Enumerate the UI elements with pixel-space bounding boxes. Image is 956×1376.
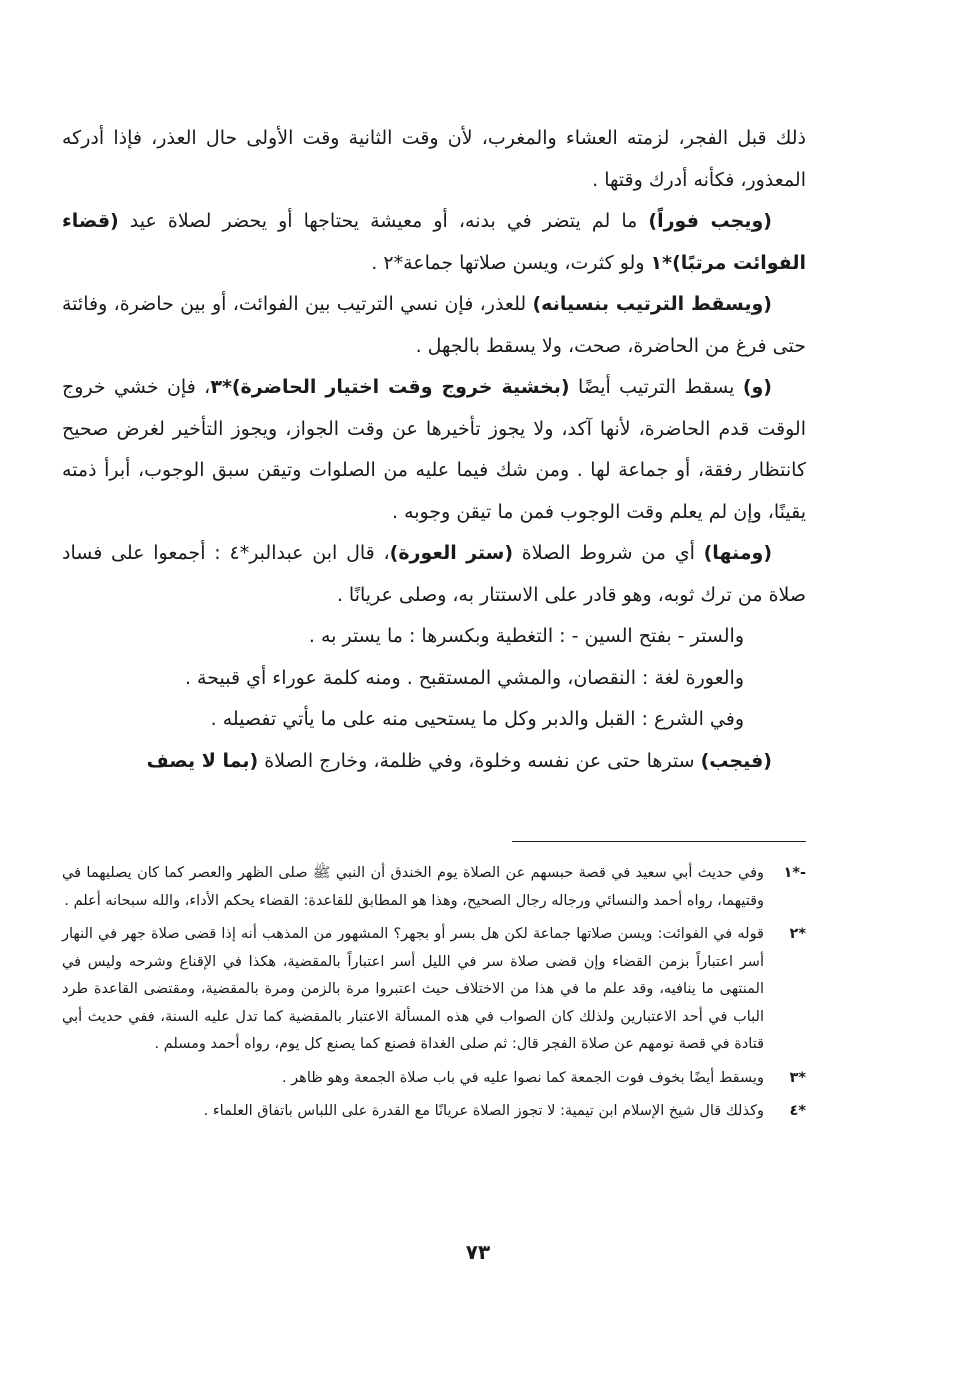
page-number: ٧٣ xyxy=(465,1240,491,1264)
footnote xyxy=(62,1065,806,1093)
footnote-mark: *٣ xyxy=(789,1069,806,1086)
main-text xyxy=(62,118,806,782)
footnote-text: ويسقط أيضًا بخوف فوت الجمعة كما نصوا عليه في باب صلاة الجمعة وهو ظاهر . xyxy=(281,1069,764,1086)
footnote-mark: *٤ xyxy=(789,1103,806,1119)
bold-phrase: (ويجب فوراً) xyxy=(648,210,772,232)
footnote xyxy=(62,860,806,915)
footnote-mark: -*١ xyxy=(783,865,806,881)
bold-phrase: (و) xyxy=(742,376,772,398)
text-run: سترها حتى عن نفسه وخلوة، وفي ظلمة، وخارج الصلاة xyxy=(258,749,701,772)
text-run: للعذر، فإن نسي الترتيب بين الفوائت، أو بين حاضرة، وفائتة حتى فرغ من الحاضرة، صحت، ولا يسقط بالجهل . xyxy=(62,293,806,357)
text-run: ، فإن خشي خروج الوقت قدم الحاضرة، لأنها آكد، ولا يجوز تأخيرها عن وقت الجواز، ويجوز التأخير لغرض صحيح كانتظار رفقة، أو جماعة لها . ومن شك فيما عليه من الصلوات وتيقن سبق الوجوب، أبرأ ذمته يقينًا، وإن لم يعلم وقت الوجوب فمن ما تيقن وجوبه . xyxy=(62,376,806,523)
footnotes xyxy=(62,860,806,1132)
footnote-text: وكذلك قال شيخ الإسلام ابن تيمية: لا تجوز الصلاة عريانًا مع القدرة على اللباس باتفاق العلماء . xyxy=(203,1103,764,1119)
bold-phrase: (بما لا يصف xyxy=(146,749,259,772)
bold-phrase: (فيجب) xyxy=(700,749,772,772)
paragraph-1: ذلك قبل الفجر، لزمته العشاء والمغرب، لأن وقت الثانية وقت الأولى حال العذر، فإذا أدركه المعذور، فكأنه أدرك وقتها . xyxy=(62,127,806,191)
text-run: ما لم يتضر في بدنه، أو معيشة يحتاجها أو يحضر لصلاة عيد xyxy=(118,210,649,232)
bold-phrase: (ويسقط الترتيب بنسيانه) xyxy=(532,293,772,315)
bold-phrase: (ستر العورة) xyxy=(389,542,514,564)
footnote xyxy=(62,1098,806,1126)
paragraph-2 xyxy=(62,201,806,284)
footnote-mark: *٢ xyxy=(789,926,806,942)
paragraph-9 xyxy=(62,741,806,783)
text-run: ولو كثرت، ويسن صلاتها جماعة*٢ . xyxy=(371,251,651,274)
bold-phrase: (بخشية خروج وقت اختيار الحاضرة)*٣ xyxy=(210,376,570,398)
bold-phrase: (قضاء الفوائت مرتبًا)*١ xyxy=(62,210,806,274)
footnote-text: وفي حديث أبي سعيد في قصة حبسهم عن الصلاة يوم الخندق أن النبي ﷺ صلى الظهر والعصر كما كان يصليهما في وقتيهما، رواه أحمد والنسائي ورجاله رجال الصحيح، وهذا هو المطابق للقاعدة: القضاء يحكم الأداء، والله سبحانه أعلم . xyxy=(62,865,764,909)
text-run: يسقط الترتيب أيضًا xyxy=(569,376,743,398)
text-run: ، قال ابن عبدالبر*٤ : أجمعوا على فساد صلاة من ترك ثوبه، وهو قادر على الاستتار به، وصلى عريانًا . xyxy=(62,542,806,606)
paragraph-6: والستر - بفتح السين - : التغطية وبكسرها : ما يستر به . xyxy=(308,625,744,647)
paragraph-8: وفي الشرع : القبل والدبر وكل ما يستحيى منه على ما يأتي تفصيله . xyxy=(210,708,744,730)
footnote-text: قوله في الفوائت: ويسن صلاتها جماعة لكن هل بسر أو بجهر؟ المشهور من المذهب أنه إذا قضى صلاة جهر في النهار أسر اعتباراً بزمن القضاء وإن قضى صلاة سر في الليل أسر اعتباراً بالمقضية، هكذا في الإقناع وشرحه وليس في المنتهى ما ينافيه، وقد علم ما في هذا من الاختلاف حيث اعتبروا مرة بالزمن ومرة بالمقضية، ومقتضى القاعدة طرد الباب في أحد الاعتبارين ولذلك كان الصواب في هذه المسألة الاعتبار بالمقضية كما تدل عليه السنة، ففي حديث أبي قتادة في قصة نومهم عن صلاة الفجر قال: ثم صلى الغداة فصنع كما يصنع كل يوم، رواه أحمد ومسلم . xyxy=(62,926,764,1052)
footnote xyxy=(62,921,806,1059)
footnote-separator xyxy=(512,841,806,842)
text-run: أي من شروط الصلاة xyxy=(513,542,704,564)
paragraph-7: والعورة لغة : النقصان، والمشي المستقبح . ومنه كلمة عوراء أي قبيحة . xyxy=(184,666,744,689)
paragraph-3 xyxy=(62,284,806,367)
paragraph-4 xyxy=(62,367,806,533)
paragraph-5 xyxy=(62,533,806,616)
bold-phrase: (ومنها) xyxy=(703,542,772,564)
